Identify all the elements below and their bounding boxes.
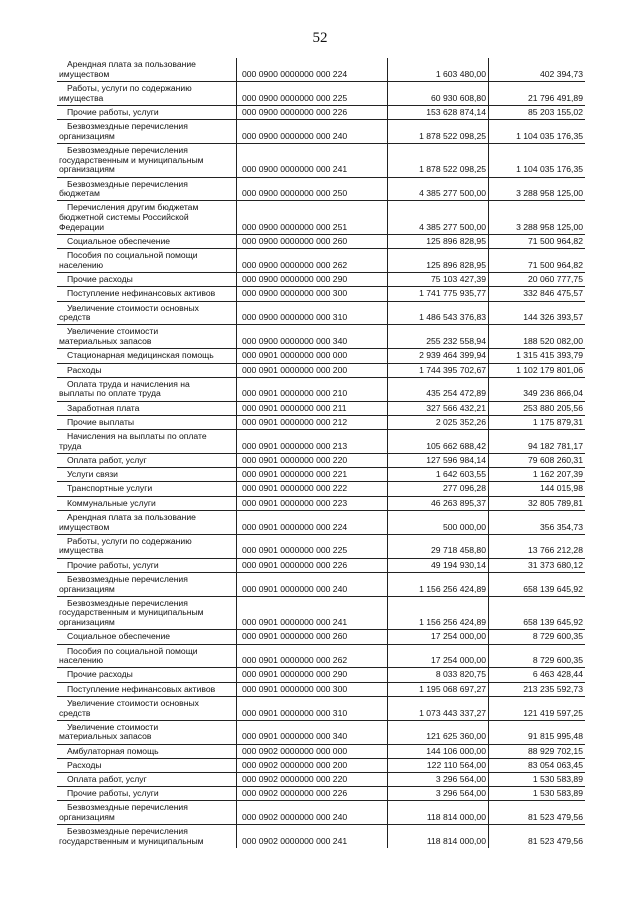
item-name-cell: Стационарная медицинская помощь — [57, 349, 237, 363]
approved-amount-cell: 17 254 000,00 — [388, 644, 489, 668]
item-name-cell: Транспортные услуги — [57, 482, 237, 496]
approved-amount-cell: 1 195 068 697,27 — [388, 682, 489, 696]
executed-amount-cell: 32 805 789,81 — [489, 496, 586, 510]
item-name-cell: Услуги связи — [57, 468, 237, 482]
budget-code-cell: 000 0900 0000000 000 262 — [237, 249, 388, 273]
table-row — [57, 430, 585, 454]
table-row — [57, 235, 585, 249]
item-name-cell: Арендная плата за пользование имуществом — [57, 510, 237, 534]
item-name-cell: Безвозмездные перечисления организациям — [57, 801, 237, 825]
executed-amount-cell: 81 523 479,56 — [528, 836, 583, 847]
approved-amount-cell: 60 930 608,80 — [388, 81, 489, 105]
item-name-cell: Увеличение стоимости основных средств — [57, 301, 237, 325]
table-row — [57, 287, 585, 301]
table-row — [57, 58, 585, 81]
budget-code-cell: 000 0900 0000000 000 226 — [237, 105, 388, 119]
table-row — [57, 825, 585, 848]
approved-amount-cell: 1 156 256 424,89 — [388, 596, 489, 630]
table-body — [57, 58, 585, 848]
budget-code-cell: 000 0901 0000000 000 220 — [237, 454, 388, 468]
table-row — [57, 325, 585, 349]
table-row — [57, 482, 585, 496]
approved-amount-cell: 2 025 352,26 — [388, 415, 489, 429]
budget-code-cell: 000 0901 0000000 000 223 — [237, 496, 388, 510]
executed-amount-cell: 94 182 781,17 — [489, 430, 586, 454]
table-row — [57, 377, 585, 401]
table-row — [57, 105, 585, 119]
item-name-cell: Начисления на выплаты по оплате труда — [57, 430, 237, 454]
item-name-cell: Заработная плата — [57, 401, 237, 415]
table-row — [57, 630, 585, 644]
item-name-cell: Расходы — [57, 758, 237, 772]
budget-code-cell: 000 0901 0000000 000 225 — [237, 534, 388, 558]
budget-code-cell: 000 0901 0000000 000 212 — [237, 415, 388, 429]
item-name-cell: Пособия по социальной помощи населению — [57, 249, 237, 273]
budget-code-cell: 000 0901 0000000 000 262 — [237, 644, 388, 668]
executed-amount-cell: 21 796 491,89 — [489, 81, 586, 105]
executed-amount-cell: 332 846 475,57 — [489, 287, 586, 301]
approved-amount-cell: 1 744 395 702,67 — [388, 363, 489, 377]
table-row — [57, 468, 585, 482]
budget-code-cell: 000 0900 0000000 000 300 — [237, 287, 388, 301]
budget-code-cell: 000 0902 0000000 000 241 — [237, 825, 388, 848]
approved-amount-cell: 1 741 775 935,77 — [388, 287, 489, 301]
executed-amount-cell: 8 729 600,35 — [489, 630, 586, 644]
executed-amount-cell: 1 102 179 801,06 — [489, 363, 586, 377]
budget-code-cell: 000 0900 0000000 000 340 — [237, 325, 388, 349]
item-name-cell: Оплата труда и начисления на выплаты по оплате труда — [57, 377, 237, 401]
executed-amount-cell: 83 054 063,45 — [489, 758, 586, 772]
budget-code-cell: 000 0900 0000000 000 241 — [237, 143, 388, 177]
budget-code-cell: 000 0901 0000000 000 200 — [237, 363, 388, 377]
item-name-cell: Амбулаторная помощь — [57, 744, 237, 758]
executed-amount-cell: 144 326 393,57 — [489, 301, 586, 325]
approved-amount-cell: 435 254 472,89 — [388, 377, 489, 401]
executed-amount-cell: 3 288 958 125,00 — [489, 201, 586, 235]
executed-amount-cell: 85 203 155,02 — [489, 105, 586, 119]
item-name-cell: Безвозмездные перечисления бюджетам — [57, 177, 237, 201]
budget-code-cell: 000 0901 0000000 000 290 — [237, 668, 388, 682]
item-name-cell: Социальное обеспечение — [57, 630, 237, 644]
executed-amount-cell: 88 929 702,15 — [489, 744, 586, 758]
budget-code-cell: 000 0900 0000000 000 290 — [237, 273, 388, 287]
approved-amount-cell: 29 718 458,80 — [388, 534, 489, 558]
budget-code-cell: 000 0902 0000000 000 000 — [237, 744, 388, 758]
approved-amount-cell: 125 896 828,95 — [388, 249, 489, 273]
budget-code-cell: 000 0900 0000000 000 224 — [237, 58, 388, 81]
table-row — [57, 143, 585, 177]
table-row — [57, 668, 585, 682]
executed-amount-cell: 658 139 645,92 — [489, 596, 586, 630]
table-row — [57, 558, 585, 572]
budget-code-cell: 000 0901 0000000 000 221 — [237, 468, 388, 482]
approved-amount-cell: 118 814 000,00 — [388, 825, 489, 848]
table-row — [57, 773, 585, 787]
budget-code-cell: 000 0901 0000000 000 222 — [237, 482, 388, 496]
table-row — [57, 177, 585, 201]
item-name-cell: Прочие работы, услуги — [57, 105, 237, 119]
approved-amount-cell: 1 603 480,00 — [388, 58, 489, 81]
budget-code-cell: 000 0900 0000000 000 310 — [237, 301, 388, 325]
table-row — [57, 644, 585, 668]
item-name-cell: Прочие выплаты — [57, 415, 237, 429]
table-row — [57, 682, 585, 696]
item-name-cell: Безвозмездные перечисления организациям — [57, 120, 237, 144]
approved-amount-cell: 3 296 564,00 — [388, 787, 489, 801]
table-row — [57, 301, 585, 325]
table-row — [57, 120, 585, 144]
executed-amount-cell: 91 815 995,48 — [489, 720, 586, 744]
executed-amount-cell: 13 766 212,28 — [489, 534, 586, 558]
executed-amount-cell: 81 523 479,56 — [489, 801, 586, 825]
item-name-cell: Увеличение стоимости материальных запасов — [57, 325, 237, 349]
item-name-cell: Работы, услуги по содержанию имущества — [57, 81, 237, 105]
budget-code-cell: 000 0901 0000000 000 300 — [237, 682, 388, 696]
approved-amount-cell: 1 073 443 337,27 — [388, 696, 489, 720]
budget-code-cell: 000 0901 0000000 000 240 — [237, 572, 388, 596]
budget-table — [57, 58, 585, 848]
approved-amount-cell: 2 939 464 399,94 — [388, 349, 489, 363]
budget-code-cell: 000 0901 0000000 000 310 — [237, 696, 388, 720]
budget-code-cell: 000 0901 0000000 000 241 — [237, 596, 388, 630]
executed-amount-cell: 253 880 205,56 — [489, 401, 586, 415]
budget-code-cell: 000 0900 0000000 000 250 — [237, 177, 388, 201]
item-name-cell: Прочие работы, услуги — [57, 558, 237, 572]
table-row — [57, 801, 585, 825]
table-row — [57, 273, 585, 287]
item-name-cell: Социальное обеспечение — [57, 235, 237, 249]
budget-code-cell: 000 0902 0000000 000 226 — [237, 787, 388, 801]
item-name-cell: Поступление нефинансовых активов — [57, 682, 237, 696]
item-name-cell: Расходы — [57, 363, 237, 377]
budget-code-cell: 000 0900 0000000 000 260 — [237, 235, 388, 249]
budget-code-cell: 000 0900 0000000 000 225 — [237, 81, 388, 105]
executed-amount-cell: 356 354,73 — [489, 510, 586, 534]
approved-amount-cell: 153 628 874,14 — [388, 105, 489, 119]
item-name-cell: Коммунальные услуги — [57, 496, 237, 510]
item-name-cell: Увеличение стоимости материальных запасов — [57, 720, 237, 744]
table-row — [57, 534, 585, 558]
executed-amount-cell: 1 162 207,39 — [489, 468, 586, 482]
item-name-cell: Безвозмездные перечисления государственным и муниципальным организациям — [57, 596, 237, 630]
executed-amount-cell: 1 104 035 176,35 — [489, 143, 586, 177]
budget-code-cell: 000 0902 0000000 000 220 — [237, 773, 388, 787]
executed-amount-cell: 31 373 680,12 — [489, 558, 586, 572]
approved-amount-cell: 1 156 256 424,89 — [388, 572, 489, 596]
item-name-cell: Увеличение стоимости основных средств — [57, 696, 237, 720]
table-row — [57, 510, 585, 534]
approved-amount-cell: 75 103 427,39 — [388, 273, 489, 287]
item-name-cell: Поступление нефинансовых активов — [57, 287, 237, 301]
item-name-cell: Работы, услуги по содержанию имущества — [57, 534, 237, 558]
executed-amount-cell: 1 530 583,89 — [489, 773, 586, 787]
budget-code-cell: 000 0901 0000000 000 213 — [237, 430, 388, 454]
executed-amount-cell: 71 500 964,82 — [489, 235, 586, 249]
approved-amount-cell: 1 878 522 098,25 — [388, 120, 489, 144]
item-name-cell: Перечисления другим бюджетам бюджетной системы Российской Федерации — [57, 201, 237, 235]
executed-amount-cell: 402 394,73 — [489, 58, 586, 81]
executed-amount-cell: 20 060 777,75 — [489, 273, 586, 287]
table-row — [57, 454, 585, 468]
table-row — [57, 696, 585, 720]
budget-code-cell: 000 0901 0000000 000 340 — [237, 720, 388, 744]
executed-amount-cell: 8 729 600,35 — [489, 644, 586, 668]
executed-amount-cell: 1 175 879,31 — [489, 415, 586, 429]
approved-amount-cell: 118 814 000,00 — [388, 801, 489, 825]
item-name-cell: Безвозмездные перечисления государственным и муниципальным — [57, 825, 237, 848]
approved-amount-cell: 144 106 000,00 — [388, 744, 489, 758]
budget-code-cell: 000 0901 0000000 000 224 — [237, 510, 388, 534]
approved-amount-cell: 327 566 432,21 — [388, 401, 489, 415]
item-name-cell: Пособия по социальной помощи населению — [57, 644, 237, 668]
page-number: 52 — [312, 30, 328, 46]
approved-amount-cell: 1 878 522 098,25 — [388, 143, 489, 177]
table-row — [57, 496, 585, 510]
executed-amount-cell: 79 608 260,31 — [489, 454, 586, 468]
budget-code-cell: 000 0901 0000000 000 000 — [237, 349, 388, 363]
table-row — [57, 744, 585, 758]
approved-amount-cell: 3 296 564,00 — [388, 773, 489, 787]
item-name-cell: Оплата работ, услуг — [57, 454, 237, 468]
budget-code-cell: 000 0901 0000000 000 260 — [237, 630, 388, 644]
approved-amount-cell: 4 385 277 500,00 — [388, 177, 489, 201]
approved-amount-cell: 127 596 984,14 — [388, 454, 489, 468]
executed-amount-cell: 144 015,98 — [489, 482, 586, 496]
item-name-cell: Арендная плата за пользование имуществом — [57, 58, 237, 81]
executed-amount-cell: 3 288 958 125,00 — [489, 177, 586, 201]
approved-amount-cell: 1 642 603,55 — [388, 468, 489, 482]
approved-amount-cell: 105 662 688,42 — [388, 430, 489, 454]
approved-amount-cell: 17 254 000,00 — [388, 630, 489, 644]
item-name-cell: Прочие расходы — [57, 668, 237, 682]
table-row — [57, 201, 585, 235]
approved-amount-cell: 125 896 828,95 — [388, 235, 489, 249]
table-row — [57, 415, 585, 429]
budget-code-cell: 000 0901 0000000 000 211 — [237, 401, 388, 415]
table-row — [57, 572, 585, 596]
item-name-cell: Оплата работ, услуг — [57, 773, 237, 787]
approved-amount-cell: 4 385 277 500,00 — [388, 201, 489, 235]
budget-code-cell: 000 0902 0000000 000 200 — [237, 758, 388, 772]
approved-amount-cell: 49 194 930,14 — [388, 558, 489, 572]
budget-code-cell: 000 0900 0000000 000 240 — [237, 120, 388, 144]
approved-amount-cell: 255 232 558,94 — [388, 325, 489, 349]
item-name-cell: Безвозмездные перечисления организациям — [57, 572, 237, 596]
executed-amount-cell: 6 463 428,44 — [489, 668, 586, 682]
budget-code-cell: 000 0902 0000000 000 240 — [237, 801, 388, 825]
item-name-cell: Прочие работы, услуги — [57, 787, 237, 801]
executed-amount-cell: 213 235 592,73 — [489, 682, 586, 696]
table-row — [57, 249, 585, 273]
table-row — [57, 81, 585, 105]
table-row — [57, 758, 585, 772]
item-name-cell: Прочие расходы — [57, 273, 237, 287]
table-row — [57, 787, 585, 801]
budget-code-cell: 000 0900 0000000 000 251 — [237, 201, 388, 235]
budget-code-cell: 000 0901 0000000 000 226 — [237, 558, 388, 572]
executed-amount-cell: 188 520 082,00 — [489, 325, 586, 349]
executed-amount-cell: 1 104 035 176,35 — [489, 120, 586, 144]
item-name-cell: Безвозмездные перечисления государственным и муниципальным организациям — [57, 143, 237, 177]
approved-amount-cell: 277 096,28 — [388, 482, 489, 496]
approved-amount-cell: 122 110 564,00 — [388, 758, 489, 772]
executed-amount-cell: 658 139 645,92 — [489, 572, 586, 596]
executed-amount-cell: 121 419 597,25 — [489, 696, 586, 720]
table-row — [57, 720, 585, 744]
table-row — [57, 349, 585, 363]
table-row — [57, 363, 585, 377]
approved-amount-cell: 121 625 360,00 — [388, 720, 489, 744]
executed-amount-cell: 1 315 415 393,79 — [489, 349, 586, 363]
table-row — [57, 596, 585, 630]
executed-amount-cell: 349 236 866,04 — [489, 377, 586, 401]
budget-code-cell: 000 0901 0000000 000 210 — [237, 377, 388, 401]
table-row — [57, 401, 585, 415]
executed-amount-cell: 71 500 964,82 — [489, 249, 586, 273]
approved-amount-cell: 500 000,00 — [388, 510, 489, 534]
approved-amount-cell: 1 486 543 376,83 — [388, 301, 489, 325]
approved-amount-cell: 46 263 895,37 — [388, 496, 489, 510]
executed-amount-cell: 1 530 583,89 — [489, 787, 586, 801]
approved-amount-cell: 8 033 820,75 — [388, 668, 489, 682]
